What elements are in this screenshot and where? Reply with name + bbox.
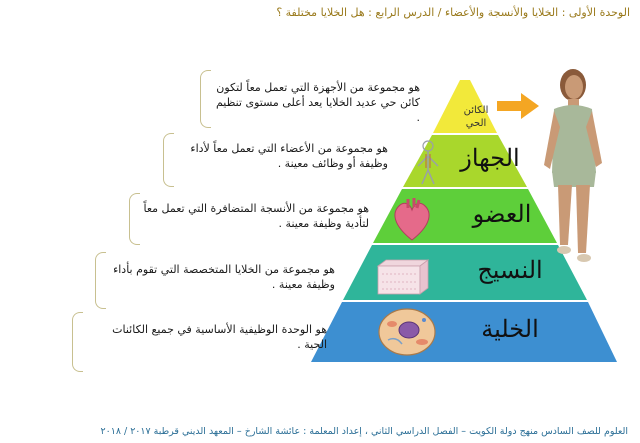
page-title: الوحدة الأولى : الخلايا والأنسجة والأعضاء / الدرس الرابع : هل الخلايا مختلفة ؟ xyxy=(276,6,630,19)
level-label-cell: الخلية xyxy=(481,315,539,343)
bracket xyxy=(163,133,174,187)
pyramid-tier-cell xyxy=(311,302,617,362)
definition-organ-text: هو مجموعة من الأنسجة المتضافرة التي تعمل معاً لتأدية وظيفة معينة . xyxy=(143,202,369,230)
level-label-organ: العضو xyxy=(472,200,532,228)
bracket xyxy=(129,193,140,245)
definition-organism-text: هو مجموعة من الأجهزة التي تعمل معاً لتكون كائن حي عديد الخلايا يعد أعلى مستوى تنظيم . xyxy=(215,81,420,124)
level-label-system: الجهاز xyxy=(460,144,520,172)
definition-tissue xyxy=(95,252,347,307)
level-label-tissue: النسيج xyxy=(477,256,543,284)
bracket xyxy=(72,312,83,372)
body-system-icon xyxy=(414,140,442,186)
tissue-block-icon xyxy=(372,256,432,296)
definition-cell xyxy=(72,312,339,370)
cell-icon xyxy=(376,306,438,358)
footer-credit: العلوم للصف السادس منهج دولة الكويت – الفصل الدراسي الثاني ، إعداد المعلمة : عائشة الشارخ – المعهد الديني قرطبة ٢٠١٧ / ٢٠١٨ xyxy=(100,426,628,437)
definition-system xyxy=(163,133,400,185)
bracket xyxy=(200,70,211,128)
definition-organism xyxy=(200,70,432,126)
definition-cell-text: هو الوحدة الوظيفية الأساسية في جميع الكائنات الحية . xyxy=(112,323,327,351)
definition-organ xyxy=(129,193,381,243)
level-label-organism: الكائن الحي xyxy=(463,105,489,129)
heart-icon xyxy=(390,196,434,242)
person-figure xyxy=(528,65,618,275)
definition-system-text: هو مجموعة من الأعضاء التي تعمل معاً لأداء وظيفة أو وظائف معينة . xyxy=(190,142,388,170)
definition-tissue-text: هو مجموعة من الخلايا المتخصصة التي تقوم بأداء وظيفة معينة . xyxy=(113,263,335,291)
bracket xyxy=(95,252,106,309)
